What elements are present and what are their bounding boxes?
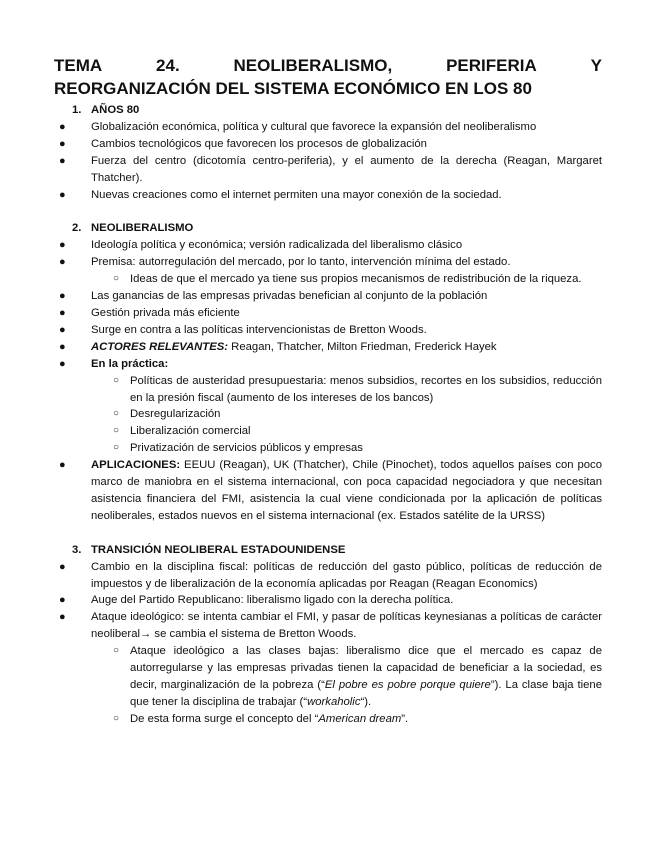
title-word: NEOLIBERALISMO, — [233, 56, 393, 75]
title-word: PERIFERIA — [446, 56, 537, 75]
list-item: ● Cambios tecnológicos que favorecen los procesos de globalización — [54, 136, 602, 153]
bullet-icon: ● — [59, 459, 66, 472]
list-item — [54, 356, 602, 373]
title-word: TEMA — [54, 56, 103, 75]
title-line-2: REORGANIZACIÓN DEL SISTEMA ECONÓMICO EN LOS 80 — [54, 79, 532, 98]
bullet-icon: ● — [59, 188, 66, 201]
title-word: Y — [590, 56, 602, 75]
section-heading — [54, 102, 602, 119]
bullet-icon: ● — [59, 239, 66, 252]
page-title — [54, 54, 602, 100]
bullet-icon: ● — [59, 137, 66, 150]
bullet-icon: ● — [59, 560, 66, 573]
list-item: ● APLICACIONES: EEUU (Reagan), UK (Thatcher), Chile (Pinochet), todos aquellos países con poco marco de maniobra en el sistema internacional, con poca capacidad negociadora y que necesitan asistencia financiera del FMI, asistencia la cual viene condicionada por la aplicación de políticas neoliberales, estados nuevos en el sistema internacional (ex. Estados satélite de la URSS) — [59, 459, 602, 522]
section-heading — [54, 542, 602, 559]
section-title: AÑOS 80 — [91, 104, 140, 116]
sub-list-item: ○ Privatización de servicios públicos y empresas — [54, 440, 602, 457]
bullet-icon: ● — [59, 306, 66, 319]
title-word: 24. — [156, 56, 180, 75]
sub-bullet-icon: ○ — [113, 408, 120, 420]
list-item: ● Globalización económica, política y cultural que favorece la expansión del neoliberalismo — [54, 119, 602, 136]
spacer — [54, 203, 602, 220]
list-item: ● Auge del Partido Republicano: liberalismo ligado con la derecha política. — [54, 592, 602, 609]
bullet-icon: ● — [59, 611, 66, 624]
sub-bullet-icon: ○ — [113, 273, 120, 285]
bullet-icon: ● — [59, 323, 66, 336]
bullet-icon: ● — [59, 340, 66, 353]
document-page — [54, 54, 602, 728]
section-number: 3. — [72, 543, 82, 556]
sub-bullet-icon: ○ — [113, 425, 120, 437]
bullet-icon: ● — [59, 290, 66, 303]
list-item: ● Las ganancias de las empresas privadas benefician al conjunto de la población — [54, 288, 602, 305]
list-item: ● Ideología política y económica; versión radicalizada del liberalismo clásico — [54, 237, 602, 254]
practica-label: En la práctica: — [91, 357, 169, 370]
document-body — [54, 102, 602, 728]
list-item: ● Surge en contra a las políticas intervencionistas de Bretton Woods. — [54, 322, 602, 339]
sub-list-item: ○ Liberalización comercial — [54, 423, 602, 440]
actores-label: ACTORES RELEVANTES: — [91, 340, 229, 353]
section-number: 2. — [72, 222, 82, 235]
list-item: ● Fuerza del centro (dicotomía centro-periferia), y el aumento de la derecha (Reagan, Margaret Thatcher). — [59, 154, 602, 184]
sub-list-item: ○ Políticas de austeridad presupuestaria: menos subsidios, recortes en los subsidios, reducción en la presión fiscal (aumento de los intereses de los bancos) — [113, 374, 602, 404]
list-item: ● Cambio en la disciplina fiscal: políticas de reducción del gasto público, políticas de reducción de impuestos y de liberalización de la economía aplicadas por Reagan (Reagan Economics) — [59, 560, 602, 590]
sub-bullet-icon: ○ — [113, 374, 120, 386]
section-title: NEOLIBERALISMO — [91, 222, 194, 235]
list-item: ● Premisa: autorregulación del mercado, por lo tanto, intervención mínima del estado. — [54, 254, 602, 271]
list-item: ● Gestión privada más eficiente — [54, 305, 602, 322]
aplicaciones-label: APLICACIONES: — [91, 459, 181, 472]
list-item: ● Nuevas creaciones como el internet permiten una mayor conexión de la sociedad. — [54, 187, 602, 204]
sub-bullet-icon: ○ — [113, 442, 120, 454]
section-title: TRANSICIÓN NEOLIBERAL ESTADOUNIDENSE — [91, 543, 346, 556]
sub-list-item: ○ Desregularización — [54, 406, 602, 423]
sub-list-item: ○ Ideas de que el mercado ya tiene sus propios mecanismos de redistribución de la riqueza. — [54, 271, 602, 288]
spacer — [54, 525, 602, 542]
bullet-icon: ● — [59, 120, 66, 133]
list-item: ● Ataque ideológico: se intenta cambiar el FMI, y pasar de políticas keynesianas a políticas de carácter neoliberal→ se cambia el sistema de Bretton Woods. — [59, 611, 602, 641]
bullet-icon: ● — [59, 594, 66, 607]
title-line-1 — [54, 54, 602, 77]
sub-list-item: ○ De esta forma surge el concepto del “American dream”. — [54, 711, 602, 728]
sub-bullet-icon: ○ — [113, 712, 120, 724]
sub-bullet-icon: ○ — [113, 645, 120, 657]
sub-list-item: ○ Ataque ideológico a las clases bajas: liberalismo dice que el mercado es capaz de autorregularse y las empresas privadas tienen la capacidad de beneficiar a la sociedad, es decir, marginalización de la pobreza (“El pobre es pobre porque quiere”). La clase baja tiene que tener la disciplina de trabajar (“workaholic“). — [113, 645, 602, 708]
list-item: ● ACTORES RELEVANTES: Reagan, Thatcher, Milton Friedman, Frederick Hayek — [54, 339, 602, 356]
bullet-icon: ● — [59, 154, 66, 167]
bullet-icon: ● — [59, 256, 66, 269]
section-number: 1. — [72, 104, 82, 116]
section-heading — [54, 220, 602, 237]
bullet-icon: ● — [59, 357, 66, 370]
